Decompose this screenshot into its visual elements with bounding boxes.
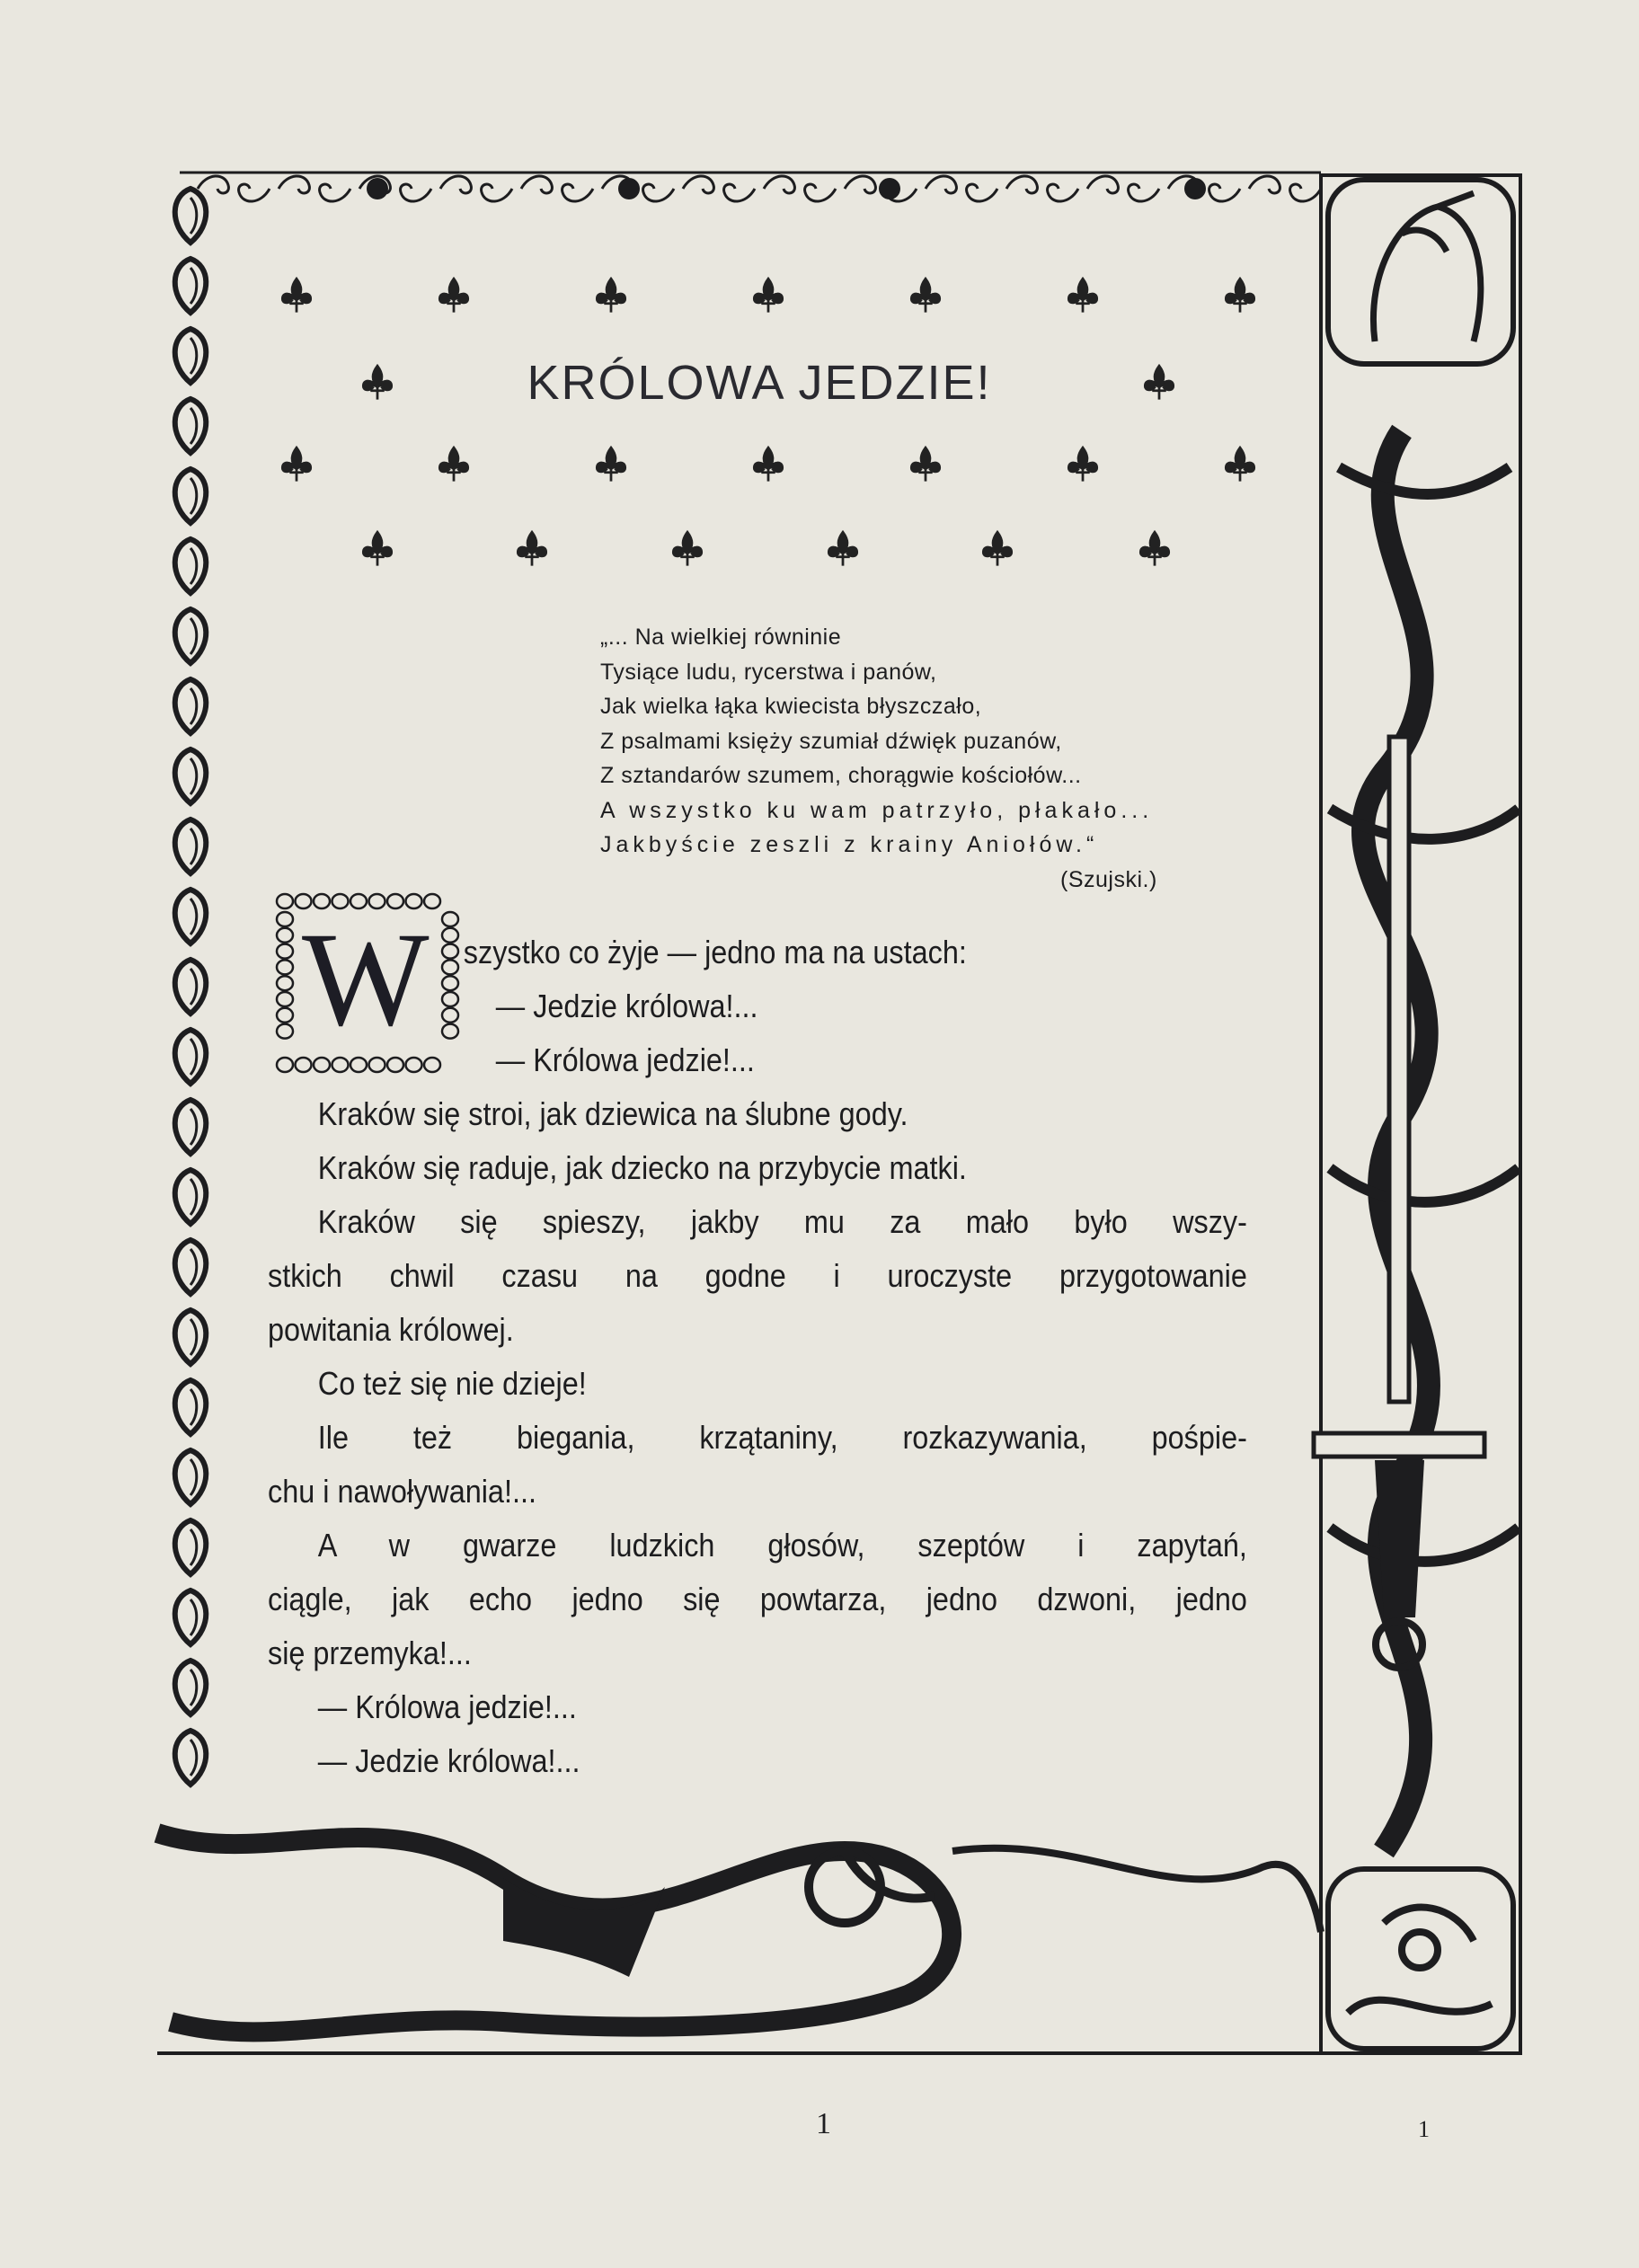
fleur-de-lis-icon	[1226, 447, 1254, 481]
fleur-de-lis-icon	[1145, 366, 1173, 399]
leaf-icon	[175, 679, 207, 733]
leaf-icon	[175, 819, 207, 873]
leaf-icon	[175, 960, 207, 1014]
body-line: — Królowa jedzie!...	[317, 1688, 577, 1725]
drop-cap-letter: W	[302, 905, 430, 1054]
scroll-icon	[279, 176, 350, 201]
sword-icon	[1389, 737, 1409, 1402]
epigraph-line: „... Na wielkiej równinie	[600, 625, 842, 650]
page-number-corner: 1	[1418, 2116, 1430, 2142]
epigraph-line: Z psalmami księży szumiał dźwięk puzanów,	[600, 728, 1062, 754]
scroll-icon	[1087, 176, 1159, 201]
body-line: Co też się nie dzieje!	[317, 1365, 587, 1402]
rosette-icon	[618, 178, 640, 199]
epigraph-line: Tysiące ludu, rycerstwa i panów,	[600, 659, 937, 685]
leaf-icon	[175, 1240, 207, 1294]
leaf-icon	[175, 539, 207, 593]
epigraph	[600, 620, 1157, 897]
leaf-icon	[175, 1380, 207, 1434]
bead	[442, 912, 458, 926]
body-line: — Jedzie królowa!...	[317, 1742, 580, 1779]
leaf-icon	[175, 609, 207, 663]
scroll-icon	[198, 176, 270, 201]
page-number: 1	[816, 2107, 831, 2140]
leaf-icon	[175, 1030, 207, 1084]
eagle-icon	[1373, 193, 1480, 341]
body-text	[268, 926, 1247, 1788]
leaf-icon	[175, 890, 207, 944]
scroll-icon	[440, 176, 512, 201]
leaf-icon	[175, 1590, 207, 1644]
lion-medallion	[1328, 1869, 1513, 2049]
leaf-icon	[175, 1520, 207, 1574]
eagle-medallion	[1328, 180, 1513, 364]
scroll-icon	[1006, 176, 1078, 201]
body-line: Kraków się stroi, jak dziewica na ślubne gody.	[317, 1095, 908, 1132]
fleur-de-lis-icon	[911, 447, 939, 481]
fleur-de-lis-icon	[363, 532, 391, 565]
lion-icon	[1348, 1908, 1492, 2013]
leaf-icon	[175, 1310, 207, 1364]
page-title: KRÓLOWA JEDZIE!	[527, 356, 992, 410]
fleur-de-lis-icon	[911, 279, 939, 312]
scroll-icon	[1249, 176, 1321, 201]
body-line: — Królowa jedzie!...	[495, 1041, 755, 1078]
bead	[277, 912, 293, 926]
fleur-de-lis-icon	[1068, 279, 1096, 312]
body-line: A w gwarze ludzkich głosów, szeptów i zapytań,	[317, 1527, 1247, 1564]
leaf-icon	[175, 259, 207, 313]
fleur-de-lis-icon	[439, 447, 467, 481]
fleur-de-lis-icon	[363, 366, 391, 399]
scroll-icon	[683, 176, 755, 201]
body-line: Ile też biegania, krzątaniny, rozkazywania, pośpie-	[317, 1419, 1247, 1456]
body-line: szystko co żyje — jedno ma na ustach:	[463, 934, 967, 970]
body-line: ciągle, jak echo jedno się powtarza, jedno dzwoni, jedno	[268, 1581, 1247, 1617]
left-border-vine	[175, 189, 207, 1785]
bottom-border-ornament	[157, 1833, 1520, 2053]
body-line: chu i nawoływania!...	[268, 1473, 536, 1510]
body-line: stkich chwil czasu na godne i uroczyste przygotowanie	[268, 1257, 1247, 1294]
fleur-de-lis-icon	[282, 447, 310, 481]
epigraph-line: Jak wielka łąka kwiecista błyszczało,	[600, 694, 982, 719]
rosette-icon	[879, 178, 900, 199]
rosette-icon	[367, 178, 388, 199]
top-border-ornament	[180, 173, 1321, 201]
leaf-icon	[175, 469, 207, 523]
leaf-icon	[175, 1170, 207, 1224]
body-line: Kraków się spieszy, jakby mu za mało było wszy-	[317, 1203, 1247, 1240]
leaf-icon	[175, 189, 207, 243]
fleur-de-lis-icon	[597, 447, 625, 481]
fleur-de-lis-icon	[1226, 279, 1254, 312]
fleur-de-lis-icon	[983, 532, 1011, 565]
fleur-de-lis-icon	[828, 532, 856, 565]
fleur-de-lis-icon	[1068, 447, 1096, 481]
epigraph-attribution: (Szujski.)	[1060, 866, 1157, 892]
fleur-de-lis-icon	[673, 532, 701, 565]
leaf-icon	[175, 1100, 207, 1154]
scroll-icon	[521, 176, 593, 201]
fleur-de-lis-icon	[518, 532, 545, 565]
scroll-icon	[926, 176, 997, 201]
fleur-de-lis-icon	[597, 279, 625, 312]
epigraph-line: Jakbyście zeszli z krainy Aniołów.“	[600, 832, 1099, 857]
fleur-de-lis-icon	[1140, 532, 1168, 565]
leaf-icon	[175, 1731, 207, 1785]
bead	[277, 894, 293, 908]
leaf-icon	[175, 1450, 207, 1504]
fleur-de-lis-icon	[282, 279, 310, 312]
right-border-panel	[1314, 175, 1520, 2053]
fleur-de-lis-icon	[439, 279, 467, 312]
leaf-icon	[175, 749, 207, 803]
fleur-de-lis-icon	[754, 279, 782, 312]
epigraph-line: Z sztandarów szumem, chorągwie kościołów...	[600, 763, 1082, 788]
leaf-icon	[175, 329, 207, 383]
body-line: Kraków się raduje, jak dziecko na przybycie matki.	[317, 1149, 967, 1186]
rosette-icon	[1184, 178, 1206, 199]
leaf-icon	[175, 399, 207, 453]
body-line: — Jedzie królowa!...	[495, 988, 758, 1024]
fleur-de-lis-pattern	[282, 279, 1254, 565]
fleur-de-lis-icon	[754, 447, 782, 481]
body-line: się przemyka!...	[268, 1635, 472, 1671]
epigraph-line: A wszystko ku wam patrzyło, płakało...	[600, 797, 1154, 823]
leaf-icon	[175, 1661, 207, 1714]
scroll-icon	[764, 176, 836, 201]
body-line: powitania królowej.	[268, 1311, 514, 1348]
